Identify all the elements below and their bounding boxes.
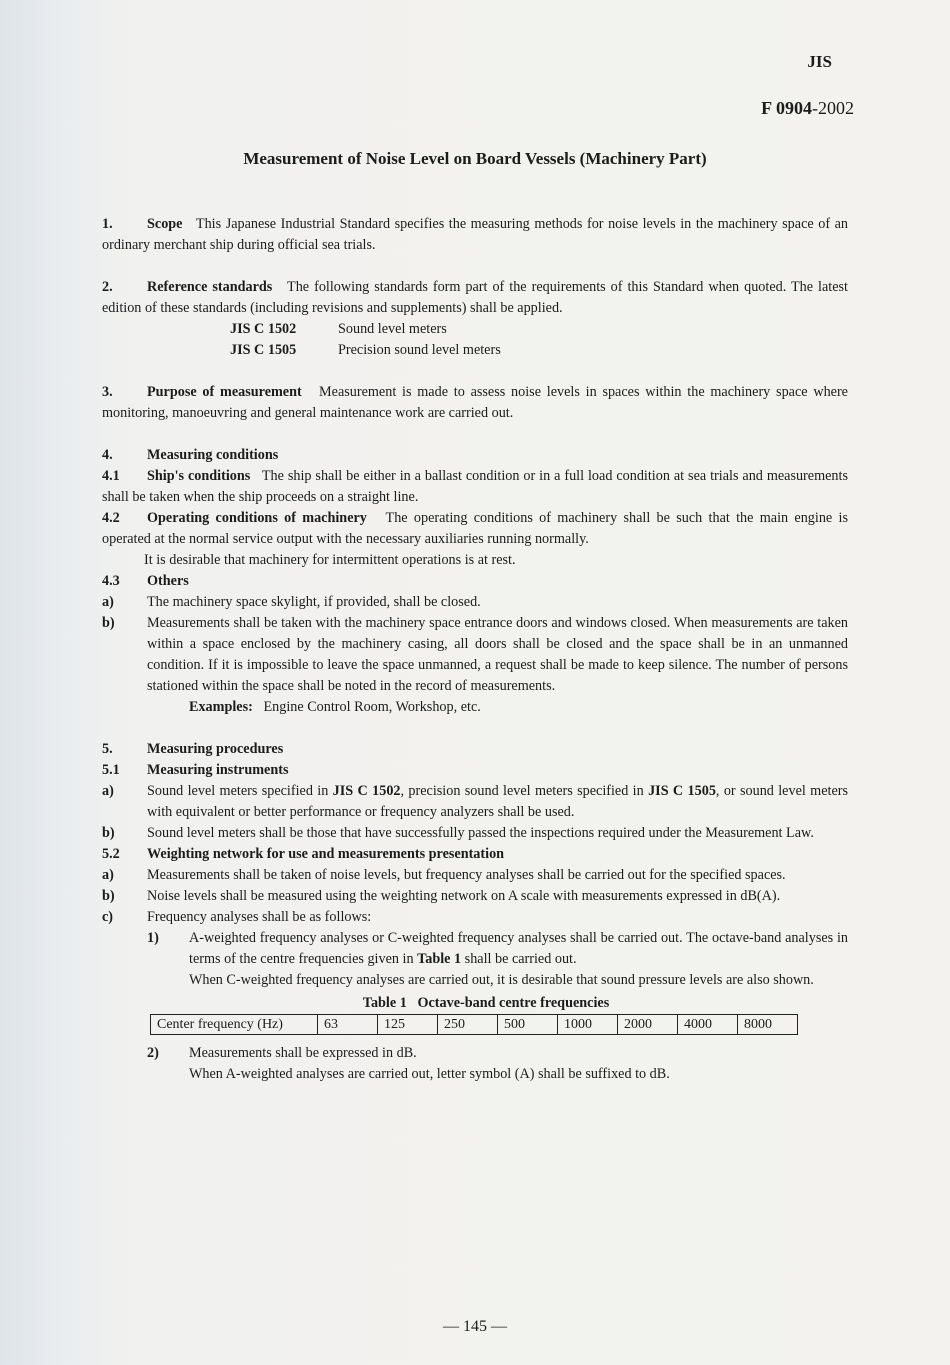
- section-number: 3.: [102, 384, 113, 400]
- section-measuring-conditions: [102, 445, 848, 718]
- section-title: Reference standards: [147, 279, 273, 295]
- list-label: b): [102, 615, 115, 631]
- sub-list-item: [147, 928, 848, 970]
- list-text: Frequency analyses shall be as follows:: [147, 909, 372, 925]
- reference-item: [230, 340, 848, 361]
- reference-code: JIS C 1505: [230, 342, 297, 358]
- table-row: [151, 1015, 798, 1035]
- sub-list-label: 2): [147, 1045, 159, 1061]
- paragraph: It is desirable that machinery for intermittent operations is at rest.: [144, 552, 516, 568]
- subsection-title: Others: [147, 573, 189, 589]
- table-cell: 125: [378, 1015, 438, 1035]
- list-text: Measurements shall be taken of noise levels, but frequency analyses shall be carried out for the specified spaces.: [147, 867, 786, 883]
- section-number: 4.: [102, 447, 113, 463]
- section-title: Purpose of measurement: [147, 384, 302, 400]
- table-cell: 2000: [618, 1015, 678, 1035]
- list-item: [102, 592, 848, 613]
- list-item: [102, 886, 848, 907]
- section-measuring-procedures: [102, 739, 848, 1085]
- examples-line: [189, 697, 848, 718]
- list-label: a): [102, 783, 114, 799]
- sub-list-text: A-weighted frequency analyses or C-weighted frequency analyses shall be carried out. The octave-band analyses in terms of the centre frequencies given in Table 1 shall be carried out.: [189, 930, 848, 967]
- section-purpose: [102, 382, 848, 424]
- reference-name: Precision sound level meters: [338, 342, 501, 358]
- reference-name: Sound level meters: [338, 321, 447, 337]
- page-number: — 145 —: [443, 1318, 507, 1335]
- list-label: b): [102, 888, 115, 904]
- section-title: Measuring conditions: [147, 447, 279, 463]
- subsection-number: 4.3: [102, 573, 120, 589]
- table-cell: 63: [318, 1015, 378, 1035]
- list-item: [102, 823, 848, 844]
- subsection-title: Operating conditions of machinery: [147, 510, 367, 526]
- table-cell: 4000: [678, 1015, 738, 1035]
- subsection-title: Weighting network for use and measurements presentation: [147, 846, 505, 862]
- jis-label: JIS: [807, 52, 832, 71]
- sub-list-text: When A-weighted analyses are carried out, letter symbol (A) shall be suffixed to dB.: [189, 1066, 670, 1082]
- list-text: Noise levels shall be measured using the weighting network on A scale with measurements expressed in dB(A).: [147, 888, 781, 904]
- table-title: Octave-band centre frequencies: [417, 995, 610, 1011]
- frequency-table: [150, 1014, 798, 1035]
- subsection-ship-conditions: [102, 466, 848, 508]
- list-item: [102, 781, 848, 823]
- sub-list-label: 1): [147, 930, 159, 946]
- section-reference-standards: [102, 277, 848, 319]
- list-label: a): [102, 867, 114, 883]
- table-cell: 250: [438, 1015, 498, 1035]
- section-number: 2.: [102, 279, 113, 295]
- table-caption: [124, 993, 848, 1014]
- examples-text: Engine Control Room, Workshop, etc.: [263, 699, 481, 715]
- table-cell: 500: [498, 1015, 558, 1035]
- subsection-number: 5.2: [102, 846, 120, 862]
- list-text: The machinery space skylight, if provided, shall be closed.: [147, 594, 481, 610]
- list-item: [102, 865, 848, 886]
- section-title: Measuring procedures: [147, 741, 284, 757]
- list-text: Sound level meters specified in JIS C 1502, precision sound level meters specified in JIS C 1505, or sound level meters with equivalent or better performance or frequency analyzers shall be used.: [147, 783, 848, 820]
- standard-code: F 0904: [761, 98, 812, 118]
- list-label: a): [102, 594, 114, 610]
- document-body: [102, 214, 848, 1085]
- list-item: [102, 613, 848, 697]
- section-number: 5.: [102, 741, 113, 757]
- standard-year: -2002: [812, 98, 854, 118]
- sub-list-text: Measurements shall be expressed in dB.: [189, 1045, 417, 1061]
- page-title: Measurement of Noise Level on Board Vessels (Machinery Part): [243, 149, 707, 168]
- section-text: The following standards form part of the requirements of this Standard when quoted. The latest edition of these standards (including revisions and supplements) shall be applied.: [102, 279, 849, 316]
- table-header-cell: Center frequency (Hz): [151, 1015, 318, 1035]
- subsection-text: The operating conditions of machinery shall be such that the main engine is operated at the normal service output with the necessary auxiliaries running normally.: [102, 510, 848, 547]
- table-cell: 1000: [558, 1015, 618, 1035]
- subsection-text: The ship shall be either in a ballast condition or in a full load condition at sea trials and measurements shall be taken when the ship proceeds on a straight line.: [102, 468, 848, 505]
- list-text: Sound level meters shall be those that have successfully passed the inspections required under the Measurement Law.: [147, 825, 814, 841]
- subsection-number: 5.1: [102, 762, 120, 778]
- reference-code: JIS C 1502: [230, 321, 297, 337]
- sub-list-item: [147, 970, 848, 991]
- sub-list-item: [147, 1064, 848, 1085]
- subsection-number: 4.2: [102, 510, 120, 526]
- sub-list-item: [147, 1043, 848, 1064]
- section-scope: [102, 214, 848, 256]
- subsection-title: Measuring instruments: [147, 762, 289, 778]
- subsection-number: 4.1: [102, 468, 120, 484]
- subsection-operating-conditions: [102, 508, 848, 550]
- section-text: Measurement is made to assess noise levels in spaces within the machinery space where monitoring, manoeuvring and general maintenance work are carried out.: [102, 384, 848, 421]
- table-cell: 8000: [738, 1015, 798, 1035]
- list-item: [102, 907, 848, 928]
- list-label: c): [102, 909, 114, 925]
- sub-list-text: When C-weighted frequency analyses are carried out, it is desirable that sound pressure levels are also shown.: [189, 972, 814, 988]
- standard-number: [761, 98, 854, 119]
- subsection-title: Ship's conditions: [147, 468, 251, 484]
- list-label: b): [102, 825, 115, 841]
- reference-item: [230, 319, 848, 340]
- list-text: Measurements shall be taken with the machinery space entrance doors and windows closed. When measurements are taken within a space enclosed by the machinery casing, all doors shall be closed and the space shall be in an unmanned condition. If it is impossible to leave the space unmanned, a request shall be made to keep silence. The number of persons stationed within the space shall be noted in the record of measurements.: [147, 615, 848, 694]
- section-text: This Japanese Industrial Standard specifies the measuring methods for noise levels in the machinery space of an ordinary merchant ship during official sea trials.: [102, 216, 848, 253]
- section-number: 1.: [102, 216, 113, 232]
- section-title: Scope: [147, 216, 183, 232]
- examples-label: Examples:: [189, 699, 253, 715]
- table-number: Table 1: [362, 995, 407, 1011]
